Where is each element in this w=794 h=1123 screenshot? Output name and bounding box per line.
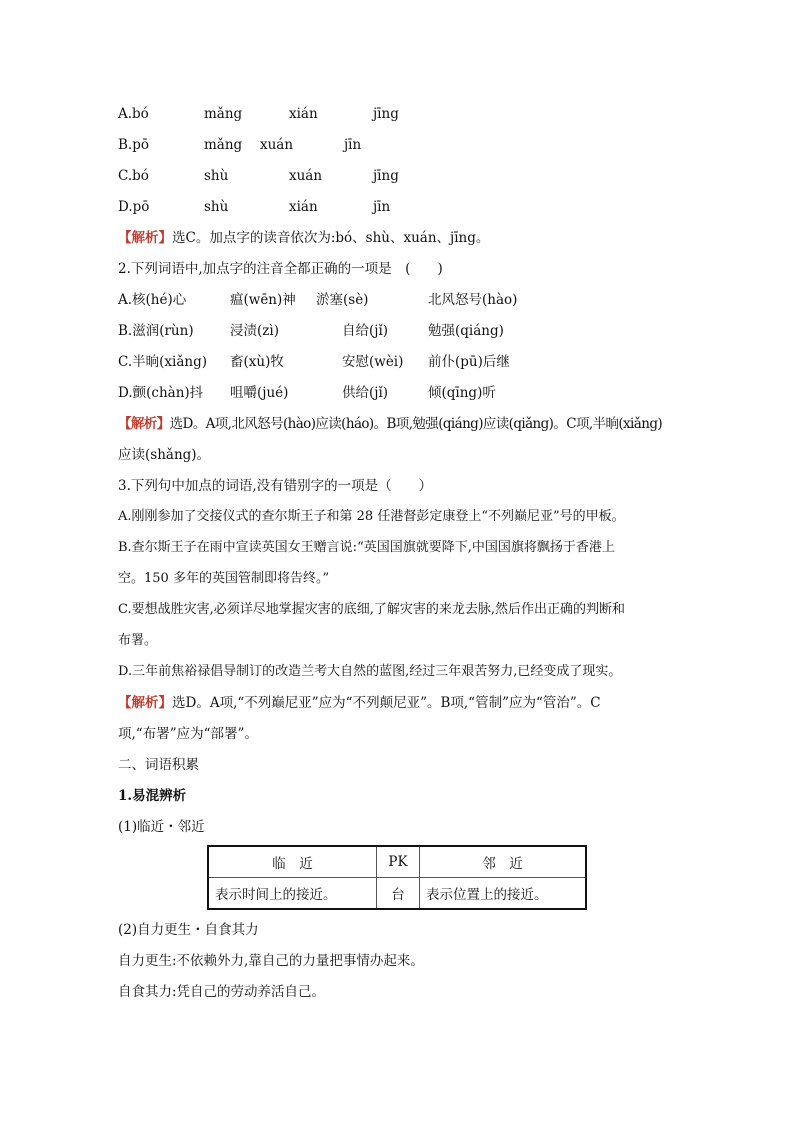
q3-analysis-cont: 项,“布署”应为“部署”。 xyxy=(118,726,258,742)
word: 自给(jǐ) xyxy=(342,323,389,339)
q3-option-c-cont: 布署。 xyxy=(118,633,158,648)
pinyin: xuán xyxy=(260,137,294,153)
word: 北风怒号(hào) xyxy=(428,292,518,308)
word: 咀嚼(jué) xyxy=(230,385,289,401)
option-label: A.bó xyxy=(118,106,149,122)
q3-option-b: B.查尔斯王子在雨中宣读英国女王赠言说:“英国国旗就要降下,中国国旗将飘扬于香港上 xyxy=(118,540,615,555)
word: 安慰(wèi) xyxy=(342,354,404,370)
subsection-title: 1.易混辨析 xyxy=(118,788,187,804)
pinyin: xuán xyxy=(289,168,323,184)
analysis-text: 选D。A项,北风怒号(hào)应读(háo)。B项,勉强(qiáng)应读(qiǎng)。C项,半晌(xiǎng) xyxy=(169,416,663,432)
table-row xyxy=(208,846,586,878)
q2-option-d xyxy=(118,383,496,403)
word: 瘟(wēn)神 xyxy=(230,292,296,308)
table-header: 临 近 xyxy=(208,846,377,878)
q1-option-d xyxy=(118,197,390,217)
pinyin: jīn xyxy=(344,137,362,153)
q2-analysis-cont: 应读(shǎng)。 xyxy=(118,447,211,463)
q1-analysis xyxy=(118,228,489,248)
word: 供给(jǐ) xyxy=(342,385,389,401)
comparison-table xyxy=(207,845,587,910)
pk-cell: 台 xyxy=(377,878,420,910)
q3-option-c: C.要想战胜灾害,必须详尽地掌握灾害的底细,了解灾害的来龙去脉,然后作出正确的判断和 xyxy=(118,602,626,617)
definition: 自力更生:不依赖外力,靠自己的力量把事情办起来。 xyxy=(118,953,424,969)
item-heading: (2)自力更生・自食其力 xyxy=(118,922,259,938)
word: C.半晌(xiǎng) xyxy=(118,354,207,370)
item-heading: (1)临近・邻近 xyxy=(118,819,205,835)
q2-option-c xyxy=(118,352,510,372)
pinyin: jīng xyxy=(373,106,399,122)
analysis-tag: 【解析】 xyxy=(118,230,172,246)
pinyin: mǎng xyxy=(204,137,243,153)
pinyin: xián xyxy=(289,199,318,215)
pinyin: xián xyxy=(289,106,318,122)
analysis-tag: 【解析】 xyxy=(118,695,172,711)
option-label: B.pō xyxy=(118,137,149,153)
q3-stem: 3.下列句中加点的词语,没有错别字的一项是（ ） xyxy=(118,478,433,494)
pinyin: jīng xyxy=(373,168,399,184)
pinyin: mǎng xyxy=(204,106,243,122)
option-label: D.pō xyxy=(118,199,150,215)
word: A.核(hé)心 xyxy=(118,292,187,308)
pk-cell: PK xyxy=(377,846,420,878)
q1-option-b xyxy=(118,135,361,155)
word: 勉强(qiáng) xyxy=(428,323,504,339)
q2-stem: 2.下列词语中,加点字的注音全都正确的一项是 ( ) xyxy=(118,261,443,277)
table-row xyxy=(208,878,586,910)
word: 前仆(pū)后继 xyxy=(428,354,510,370)
section-title: 二、词语积累 xyxy=(118,757,199,773)
q3-option-d: D.三年前焦裕禄倡导制订的改造兰考大自然的蓝图,经过三年艰苦努力,已经变成了现实。 xyxy=(118,664,622,679)
q1-option-a xyxy=(118,104,399,124)
q3-option-b-cont: 空。150 多年的英国管制即将告终。” xyxy=(118,571,330,586)
option-label: C.bó xyxy=(118,168,149,184)
q2-analysis xyxy=(118,414,662,434)
word: 淤塞(sè) xyxy=(316,292,369,308)
word: B.滋润(rùn) xyxy=(118,323,194,339)
q3-analysis xyxy=(118,693,601,713)
table-header: 邻 近 xyxy=(420,846,587,878)
q3-option-a: A.刚刚参加了交接仪式的查尔斯王子和第 28 任港督彭定康登上“不列巅尼亚”号的甲板。 xyxy=(118,509,625,524)
q1-option-c xyxy=(118,166,399,186)
analysis-tag: 【解析】 xyxy=(118,416,170,432)
pinyin: jīn xyxy=(373,199,391,215)
q2-option-b xyxy=(118,321,504,341)
analysis-text: 选C。加点字的读音依次为:bó、shù、xuán、jīng。 xyxy=(172,230,490,246)
definition: 自食其力:凭自己的劳动养活自己。 xyxy=(118,984,326,1000)
table-cell: 表示时间上的接近。 xyxy=(208,878,377,910)
pinyin: shù xyxy=(204,199,229,215)
q2-option-a xyxy=(118,290,517,310)
word: 畜(xù)牧 xyxy=(230,354,284,370)
word: 倾(qīng)听 xyxy=(428,385,496,401)
table-cell: 表示位置上的接近。 xyxy=(420,878,587,910)
word: 浸渍(zì) xyxy=(230,323,279,339)
analysis-text: 选D。A项,“不列巅尼亚”应为“不列颠尼亚”。B项,“管制”应为“管治”。C xyxy=(172,695,601,711)
word: D.颤(chàn)抖 xyxy=(118,385,204,401)
pinyin: shù xyxy=(204,168,229,184)
